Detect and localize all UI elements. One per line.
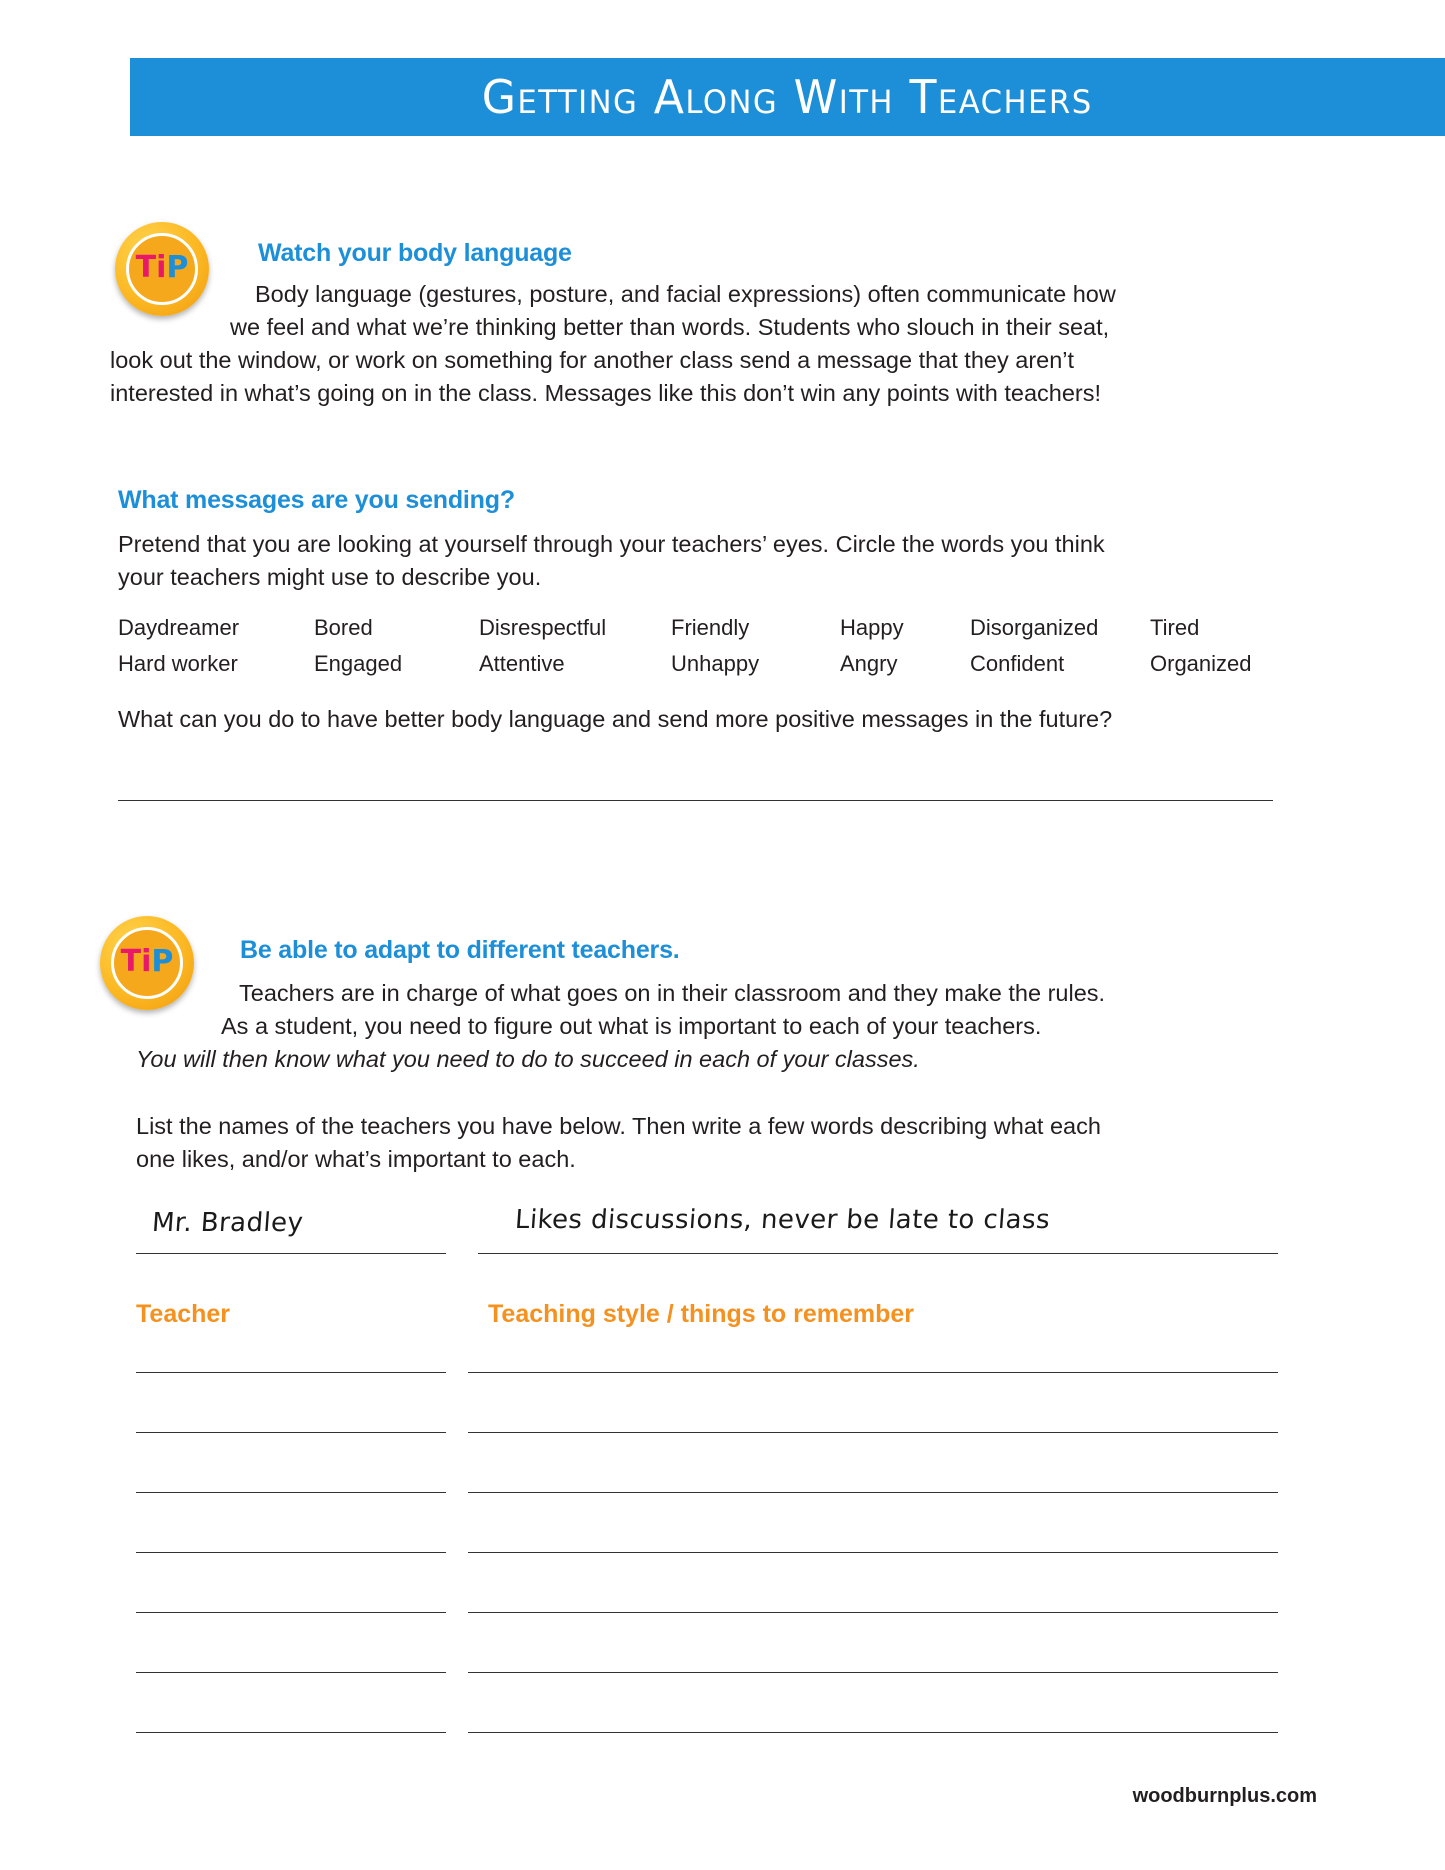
word-column-2 bbox=[314, 610, 402, 682]
section-1-paragraph-line-2: we feel and what we’re thinking better than words. Students who slouch in their seat, bbox=[230, 314, 1110, 340]
table-row-notes-line[interactable] bbox=[468, 1552, 1278, 1553]
section-3-heading: Be able to adapt to different teachers. bbox=[240, 936, 680, 964]
example-teacher-notes: Likes discussions, never be late to class bbox=[513, 1205, 1052, 1235]
table-row-teacher-line[interactable] bbox=[136, 1732, 446, 1733]
table-row-teacher-line[interactable] bbox=[136, 1612, 446, 1613]
word-option[interactable]: Engaged bbox=[314, 651, 403, 676]
section-3-instructions-line-2: one likes, and/or what’s important to each. bbox=[136, 1146, 576, 1172]
table-row-notes-line[interactable] bbox=[468, 1672, 1278, 1673]
word-column-5 bbox=[840, 610, 904, 682]
word-option[interactable]: Disorganized bbox=[970, 615, 1099, 640]
example-teacher-line bbox=[136, 1253, 446, 1254]
word-column-4 bbox=[671, 610, 759, 682]
section-2-heading: What messages are you sending? bbox=[118, 486, 515, 514]
word-option[interactable]: Happy bbox=[840, 615, 904, 640]
section-1-paragraph-line-4: interested in what’s going on in the class. Messages like this don’t win any points with teachers! bbox=[110, 380, 1102, 406]
word-column-6 bbox=[970, 610, 1098, 682]
table-row-teacher-line[interactable] bbox=[136, 1672, 446, 1673]
word-option[interactable]: Organized bbox=[1150, 651, 1252, 676]
word-option[interactable]: Tired bbox=[1150, 615, 1200, 640]
table-row-notes-line[interactable] bbox=[468, 1732, 1278, 1733]
word-option[interactable]: Hard worker bbox=[118, 651, 238, 676]
section-3-instructions bbox=[136, 1110, 1316, 1176]
page-header-banner bbox=[130, 58, 1445, 136]
section-2-instructions-line-1: Pretend that you are looking at yourself through your teachers’ eyes. Circle the words you think bbox=[118, 531, 1105, 557]
footer-site-label: woodburnplus.com bbox=[1132, 1785, 1317, 1807]
table-row-teacher-line[interactable] bbox=[136, 1492, 446, 1493]
table-row-teacher-line[interactable] bbox=[136, 1372, 446, 1373]
table-row-notes-line[interactable] bbox=[468, 1492, 1278, 1493]
table-row-notes-line[interactable] bbox=[468, 1372, 1278, 1373]
section-2-instructions-line-2: your teachers might use to describe you. bbox=[118, 564, 542, 590]
section-3-paragraph-line-3: You will then know what you need to do to succeed in each of your classes. bbox=[136, 1046, 920, 1072]
table-row-notes-line[interactable] bbox=[468, 1612, 1278, 1613]
word-option[interactable]: Angry bbox=[840, 651, 898, 676]
section-2-answer-line[interactable] bbox=[118, 800, 1273, 801]
section-3-paragraph-line-1: Teachers are in charge of what goes on in their classroom and they make the rules. bbox=[239, 980, 1106, 1006]
table-header-style: Teaching style / things to remember bbox=[488, 1300, 915, 1328]
section-1-paragraph bbox=[110, 278, 1270, 410]
word-column-7 bbox=[1150, 610, 1252, 682]
word-option[interactable]: Unhappy bbox=[671, 651, 760, 676]
word-option[interactable]: Friendly bbox=[671, 615, 750, 640]
word-option[interactable]: Disrespectful bbox=[479, 615, 607, 640]
section-3-instructions-line-1: List the names of the teachers you have below. Then write a few words describing what each bbox=[136, 1113, 1101, 1139]
tip-badge-label: TiP bbox=[120, 944, 174, 979]
section-2-instructions bbox=[118, 528, 1298, 594]
section-3-paragraph-line-2: As a student, you need to figure out what is important to each of your teachers. bbox=[221, 1013, 1042, 1039]
section-1-paragraph-line-1: Body language (gestures, posture, and facial expressions) often communicate how bbox=[255, 281, 1116, 307]
section-1-heading: Watch your body language bbox=[258, 239, 572, 267]
word-column-1 bbox=[118, 610, 239, 682]
table-row-notes-line[interactable] bbox=[468, 1432, 1278, 1433]
word-option[interactable]: Daydreamer bbox=[118, 615, 240, 640]
page-title: Getting Along With Teachers bbox=[482, 70, 1093, 124]
example-notes-line bbox=[478, 1253, 1278, 1254]
section-3-paragraph bbox=[136, 977, 1296, 1076]
section-2-followup-question: What can you do to have better body language and send more positive messages in the future? bbox=[118, 706, 1113, 732]
table-header-teacher: Teacher bbox=[136, 1300, 231, 1328]
word-option[interactable]: Attentive bbox=[479, 651, 565, 676]
example-teacher-name: Mr. Bradley bbox=[150, 1208, 305, 1238]
section-1-paragraph-line-3: look out the window, or work on something for another class send a message that they aren’t bbox=[110, 347, 1075, 373]
word-option[interactable]: Confident bbox=[970, 651, 1065, 676]
word-column-3 bbox=[479, 610, 606, 682]
table-row-teacher-line[interactable] bbox=[136, 1432, 446, 1433]
tip-badge-label: TiP bbox=[135, 250, 189, 285]
table-row-teacher-line[interactable] bbox=[136, 1552, 446, 1553]
word-option[interactable]: Bored bbox=[314, 615, 373, 640]
